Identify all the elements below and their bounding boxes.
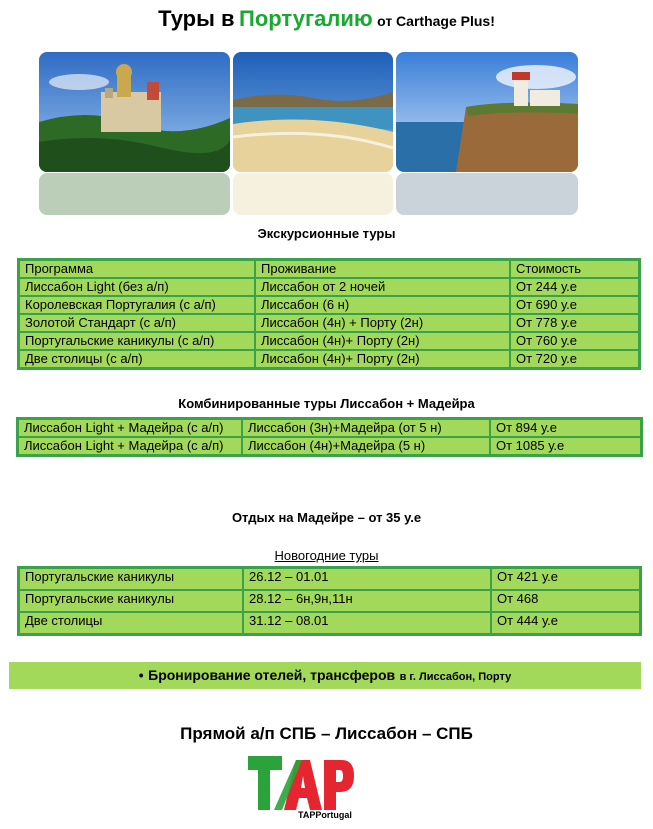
program-cell: Королевская Португалия (с а/п): [19, 296, 255, 314]
price-cell: От 444 у.е: [491, 612, 640, 634]
program-cell: Португальские каникулы: [19, 590, 243, 612]
title-agency: от Carthage Plus!: [377, 13, 495, 29]
dates-cell: 31.12 – 08.01: [243, 612, 491, 634]
program-cell: Португальские каникулы: [19, 568, 243, 590]
newyear-table: [17, 566, 642, 636]
title-country: Португалию: [239, 6, 373, 31]
program-cell: Две столицы (с а/п): [19, 350, 255, 368]
price-cell: От 421 у.е: [491, 568, 640, 590]
program-cell: Две столицы: [19, 612, 243, 634]
lighthouse-photo: [396, 52, 578, 172]
direct-flight-text: Прямой а/п СПБ – Лиссабон – СПБ: [180, 724, 473, 743]
price-cell: От 760 у.е: [510, 332, 639, 350]
table-row: [19, 568, 640, 590]
stay-cell: Лиссабон от 2 ночей: [255, 278, 510, 296]
table-row: [19, 296, 639, 314]
tap-caption: TAPPortugal: [298, 810, 352, 820]
price-cell: От 244 у.е: [510, 278, 639, 296]
castle-photo: [39, 52, 230, 172]
table-row: [18, 437, 641, 455]
stay-cell: Лиссабон (4н) + Порту (2н): [255, 314, 510, 332]
price-cell: От 468: [491, 590, 640, 612]
stay-cell: Лиссабон (4н)+Мадейра (5 н): [242, 437, 490, 455]
price-cell: От 894 у.е: [490, 419, 641, 437]
stay-cell: Лиссабон (3н)+Мадейра (от 5 н): [242, 419, 490, 437]
lighthouse-photo-reflection: [396, 173, 578, 215]
program-cell: Золотой Стандарт (с а/п): [19, 314, 255, 332]
stay-cell: Лиссабон (4н)+ Порту (2н): [255, 332, 510, 350]
price-cell: От 690 у.е: [510, 296, 639, 314]
column-header: Программа: [19, 260, 255, 278]
madeira-offer: Отдых на Мадейре – от 35 у.е: [231, 510, 422, 525]
castle-photo-reflection: [39, 173, 230, 215]
table-row: [19, 314, 639, 332]
booking-banner: [9, 662, 641, 689]
combined-heading: Комбинированные туры Лиссабон + Мадейра: [178, 396, 475, 411]
program-cell: Португальские каникулы (с а/п): [19, 332, 255, 350]
table-row: [19, 350, 639, 368]
program-cell: Лиссабон Light + Мадейра (с а/п): [18, 419, 242, 437]
stay-cell: Лиссабон (6 н): [255, 296, 510, 314]
page-title: [0, 6, 653, 32]
price-cell: От 720 у.е: [510, 350, 639, 368]
beach-photo: [233, 52, 393, 172]
program-cell: Лиссабон Light + Мадейра (с а/п): [18, 437, 242, 455]
table-row: [19, 332, 639, 350]
table-row: [19, 590, 640, 612]
excursion-table: [17, 258, 641, 370]
beach-photo-reflection: [233, 173, 393, 215]
booking-main-text: Бронирование отелей, трансферов: [148, 667, 396, 683]
dates-cell: 26.12 – 01.01: [243, 568, 491, 590]
table-header-row: [19, 260, 639, 278]
booking-cities-text: в г. Лиссабон, Порту: [399, 671, 512, 683]
combined-table: [16, 417, 643, 457]
table-row: [18, 419, 641, 437]
newyear-heading: Новогодние туры: [274, 548, 379, 563]
price-cell: От 778 у.е: [510, 314, 639, 332]
table-row: [19, 612, 640, 634]
program-cell: Лиссабон Light (без а/п): [19, 278, 255, 296]
bullet-icon: •: [138, 667, 144, 683]
stay-cell: Лиссабон (4н)+ Порту (2н): [255, 350, 510, 368]
column-header: Стоимость: [510, 260, 639, 278]
title-part-1: Туры в: [158, 6, 235, 31]
tap-portugal-logo: [244, 754, 374, 829]
price-cell: От 1085 у.е: [490, 437, 641, 455]
column-header: Проживание: [255, 260, 510, 278]
dates-cell: 28.12 – 6н,9н,11н: [243, 590, 491, 612]
excursion-heading: Экскурсионные туры: [257, 226, 396, 241]
table-row: [19, 278, 639, 296]
